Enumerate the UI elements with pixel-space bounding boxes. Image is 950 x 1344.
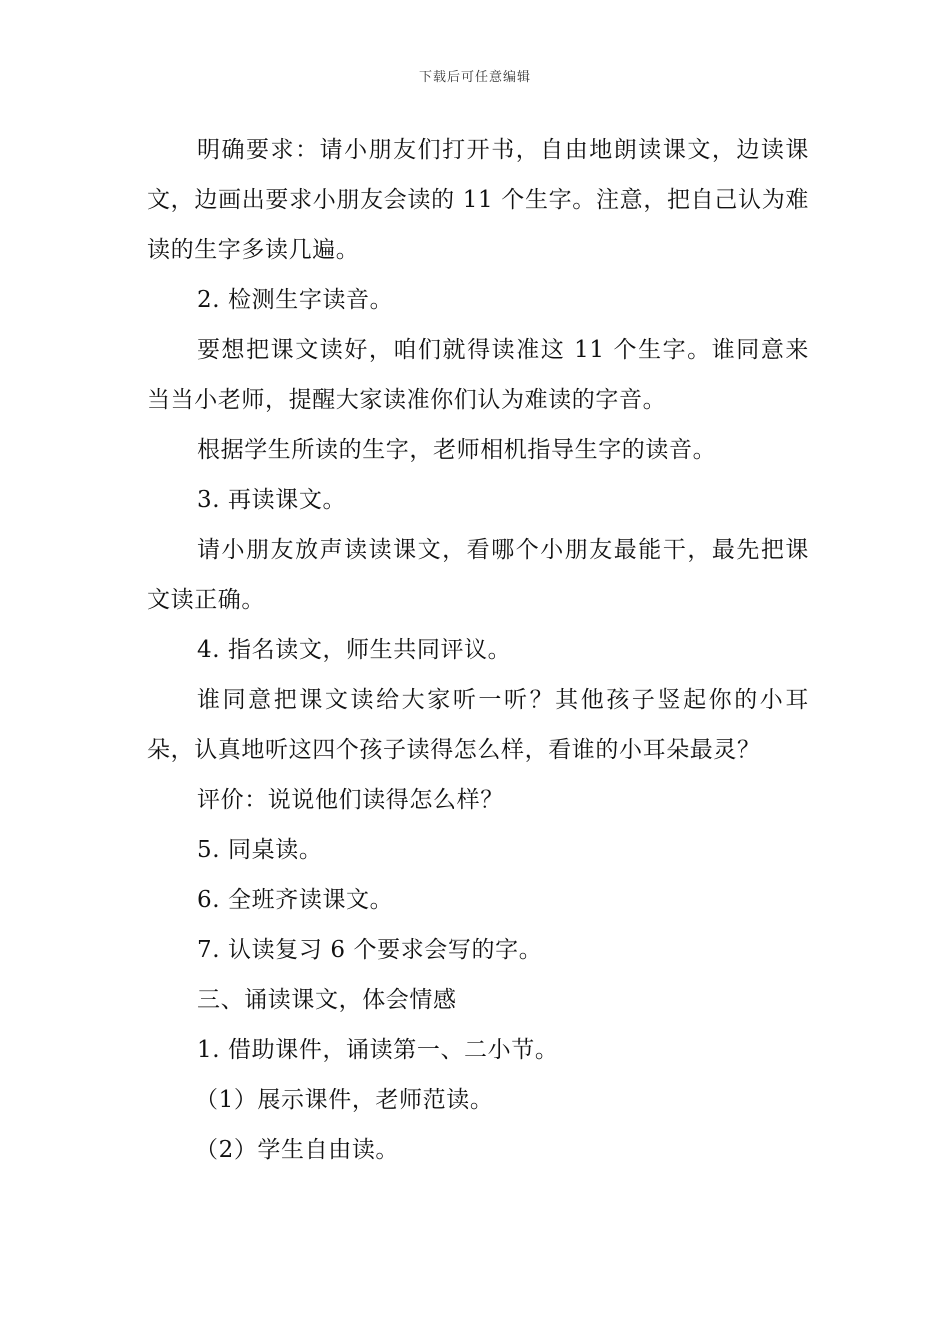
paragraph-step-3: 3. 再读课文。 xyxy=(197,487,347,513)
page-header-note: 下载后可任意编辑 xyxy=(418,70,531,85)
document-body xyxy=(147,125,809,1175)
paragraph-listen: 谁同意把课文读给大家听一听？其他孩子竖起你的小耳朵，认真地听这四个孩子读得怎么样，看谁的小耳朵最灵？ xyxy=(147,687,809,763)
paragraph-step-2: 2. 检测生字读音。 xyxy=(197,287,394,313)
section-heading-3: 三、诵读课文，体会情感 xyxy=(197,987,457,1013)
paragraph-read-aloud: 请小朋友放声读读课文，看哪个小朋友最能干，最先把课文读正确。 xyxy=(147,537,809,613)
paragraph-guidance: 根据学生所读的生字，老师相机指导生字的读音。 xyxy=(197,437,717,463)
paragraph-step-7: 7. 认读复习 6 个要求会写的字。 xyxy=(197,937,543,963)
paragraph-step-4: 4. 指名读文，师生共同评议。 xyxy=(197,637,512,663)
paragraph-sub-1-2: （2）学生自由读。 xyxy=(195,1137,400,1163)
paragraph-sub-1-1: （1）展示课件，老师范读。 xyxy=(195,1087,494,1113)
paragraph-step-5: 5. 同桌读。 xyxy=(197,837,323,863)
paragraph-evaluation: 评价：说说他们读得怎么样？ xyxy=(197,787,504,813)
paragraph-step-6: 6. 全班齐读课文。 xyxy=(197,887,394,913)
paragraph-requirements: 明确要求：请小朋友们打开书，自由地朗读课文，边读课文，边画出要求小朋友会读的 11 个生字。注意，把自己认为难读的生字多读几遍。 xyxy=(147,137,809,263)
paragraph-little-teacher: 要想把课文读好，咱们就得读准这 11 个生字。谁同意来当当小老师，提醒大家读准你们认为难读的字音。 xyxy=(147,337,809,413)
paragraph-sub-1: 1. 借助课件，诵读第一、二小节。 xyxy=(197,1037,559,1063)
